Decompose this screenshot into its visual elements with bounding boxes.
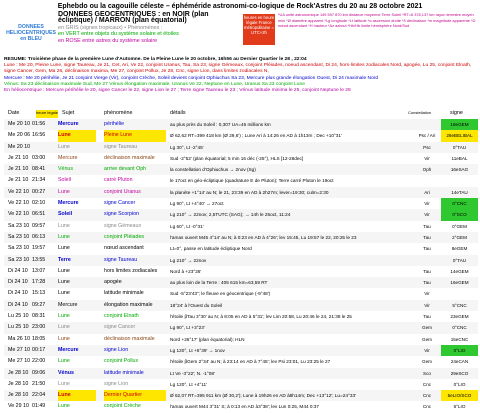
row-body: Lune	[58, 380, 70, 387]
page-title: Ephebdo ou la cagouille céleste – éphéméride astronomi-co-logique de Rock'Astres du 20 au 28 octobre 2021	[57, 3, 423, 10]
row-sign: 29eSCO	[450, 370, 469, 376]
row-date: Ve 22 10	[8, 188, 29, 195]
col-details: détails	[170, 110, 186, 116]
row-time: 18:05	[32, 335, 46, 342]
row-details: Lg 120°, Lt +6°39' → 1nov	[170, 347, 225, 353]
row-sign: 18eGEM	[441, 119, 478, 130]
row-constellation: Sco	[423, 370, 431, 376]
row-constellation: Tau	[423, 314, 431, 320]
row-details: au plus près du Soleil : 0,307 UA=46 millions km	[170, 122, 271, 127]
row-phenomenon: signe Taureau	[104, 143, 138, 150]
row-phenomenon: signe Lion	[104, 380, 129, 387]
row-body: Lune	[58, 188, 70, 195]
row-sign: 5°CNC	[452, 302, 467, 308]
row-time: 22:04	[32, 392, 46, 399]
row-body: Lune	[58, 358, 70, 365]
row-time: 15:13	[32, 290, 46, 297]
row-details: Lg 210° → 22nov; 2,5TUTC (SAG); → 14h le 25oct, 11:24	[170, 212, 291, 218]
row-date: Ve 22 10	[8, 200, 29, 207]
geo-legend-line4: en ROSE entre astres du système solaire	[58, 37, 158, 44]
geo-legend-line2: en GRIS (signes tropicaux) • Phénomènes :	[58, 24, 163, 31]
row-time: 08:41	[32, 166, 46, 173]
row-date: Di 24 10	[8, 290, 28, 297]
row-constellation: Tau	[423, 223, 431, 229]
row-body: Lune	[58, 267, 70, 274]
row-time: 09:06	[32, 369, 46, 376]
abbreviations-note: *UA unité astronomique 149 597 870 km distance moyenne Terre Soleil *RT=6 378,137 km rayon terrestre moyen mini *Ø diamètre apparent *Lg longitude *Lt latitude *α ascension droite *δ déclinaison *m magnitude apparente *Ω nœud ascendant *H hauteur *Az azimut *Hh/Hb limite hémisphère Nord/Sud	[278, 12, 476, 29]
row-phenomenon: nœud ascendant	[104, 245, 144, 252]
row-phenomenon: déclinaison maximale	[104, 335, 155, 342]
row-details: Lg 90°, Lt +4°40' → 27oct	[170, 201, 224, 207]
row-body: Lune	[58, 143, 70, 150]
row-time: 13:07	[32, 267, 46, 274]
row-body: Lune	[58, 403, 70, 410]
row-constellation: Cnc	[422, 404, 432, 410]
table-row	[4, 300, 478, 311]
row-date: Je 21 10	[8, 177, 29, 184]
row-constellation: Vir	[424, 347, 430, 353]
row-sign: 5eLIO/SCO	[441, 390, 478, 401]
row-date: Je 21 10	[8, 154, 29, 161]
geo-legend-line3: en VERT entre objets du système solaire et étoiles	[58, 31, 179, 38]
table-row	[4, 311, 478, 322]
row-sign: 23eGEM	[450, 314, 469, 320]
row-body: Terre	[58, 256, 71, 263]
row-date: Ve 22 10	[8, 211, 29, 218]
row-sign: 11eBAL	[451, 155, 468, 161]
row-time: 06:13	[32, 233, 46, 240]
table-row	[4, 379, 478, 390]
row-constellation: Gem	[422, 325, 432, 331]
row-sign: 14eGEM	[450, 268, 469, 274]
row-constellation: Psc	[423, 144, 431, 150]
row-time: 08:31	[32, 313, 46, 320]
row-date: Je 28 10	[8, 392, 29, 399]
row-phenomenon: signe Cancer	[104, 200, 136, 207]
row-details: l'étoile βGem 2°34' au N; à 23:14 en AD à 7°45'; lev Psi 23:01, Lu 23:25 le 27	[170, 359, 331, 365]
table-row	[4, 334, 478, 345]
row-phenomenon: apogée	[104, 279, 122, 286]
row-time: 00:27	[32, 188, 46, 195]
row-sign: 2°GEM	[452, 234, 467, 240]
row-date: Sa 23 10	[8, 245, 30, 252]
table-row	[4, 175, 478, 186]
row-body: Soleil	[58, 211, 73, 218]
row-constellation: Vir	[424, 291, 430, 297]
table-row	[4, 288, 478, 299]
row-time: 01:56	[32, 121, 46, 127]
row-constellation: Tau	[423, 246, 431, 252]
row-phenomenon: conjoint Pléiades	[104, 233, 145, 240]
row-time: 19:57	[32, 245, 46, 252]
row-details: l'amas ouvert M45 4°14' au N; à 0:23 en AD à 4°26'; lev 15:45, Lu 19:57 le 22, 20:25 le 23	[170, 234, 357, 240]
row-phenomenon: déclinaison maximale	[104, 154, 155, 161]
row-body: Mercure	[58, 301, 78, 308]
row-time: 17:28	[32, 279, 46, 286]
row-phenomenon: signe Lion	[104, 346, 129, 353]
table-row	[4, 119, 478, 130]
row-details: Nord +26°17' (plan équatorial); HLN	[170, 336, 245, 342]
row-phenomenon: signe Gémeaux	[104, 222, 142, 229]
row-date: Me 27 10	[8, 346, 31, 353]
row-body: Lune	[58, 313, 70, 320]
row-details: la constellation d'Ophiuchus → 2nov (Sg)	[170, 167, 256, 173]
row-date: Sa 23 10	[8, 233, 30, 240]
row-details: Ø 62,62 RT=399 418 km (Ø 29,6') ; Lune Ari à 14:26 en AD à 1h13m ; Dec +10°31'	[170, 133, 342, 139]
table-row	[4, 153, 478, 164]
table-row	[4, 164, 478, 175]
row-date: Me 20 10	[8, 121, 31, 127]
row-sign: 16eSAG	[450, 167, 469, 173]
row-time: 16:56	[32, 132, 46, 139]
row-details: Lg 60°, Lt -0°31'	[170, 223, 204, 229]
row-date: Je 21 10	[8, 166, 29, 173]
row-date: Ma 26 10	[8, 335, 31, 342]
row-details: le 17oct en géo-écliptique (quadrature E de Pluton); Terre carré Pluton le 19oct	[170, 178, 334, 184]
row-phenomenon: Dernier Quartier	[104, 390, 166, 401]
row-sign: 28eBELIBAL	[441, 130, 478, 141]
row-sign: 8eGEM	[451, 246, 468, 252]
row-phenomenon: signe Taureau	[104, 256, 138, 263]
col-time: heure légale	[36, 110, 58, 118]
row-phenomenon: latitude minimale	[104, 290, 144, 297]
row-phenomenon: conjoint Elnath	[104, 313, 139, 320]
summary-line1: RESUME: Troisième phase de la première Lune d'Automne. De la Pleine Lune le 20 octobre, 16h56 au Dernier Quartier le 28 , 22:04	[4, 57, 307, 62]
row-constellation: Gem	[422, 359, 432, 365]
col-body: Sujet	[62, 110, 75, 116]
table-row	[4, 356, 478, 367]
row-date: Je 28 10	[8, 369, 29, 376]
row-constellation: Psc / Ari	[418, 133, 436, 139]
row-date: Sa 23 10	[8, 222, 30, 229]
row-body: Mercure	[58, 200, 79, 207]
row-phenomenon: périhélie	[104, 121, 125, 127]
row-sign: 16eGEM	[450, 280, 469, 286]
summary-mercury: Mercure : Me 20 périhélie, Je 21 conjoint Vierge (Vir), conjoint Crèche, Soleil devient conjoint Ophiuchus Sa 23, Mercure plus grande élongation Ouest, Di 24 maximale Nord	[4, 75, 379, 81]
ephemeris-table	[4, 119, 478, 413]
row-sign: 6°LIO	[453, 404, 466, 410]
row-phenomenon: Pleine Lune	[104, 130, 166, 141]
row-constellation: Cnc	[422, 393, 432, 399]
row-time: 22:00	[32, 358, 46, 365]
row-date: Me 27 10	[8, 358, 31, 365]
row-date: Sa 23 10	[8, 256, 30, 263]
table-row	[4, 221, 478, 232]
row-details: l'étoile βTau 3°30' au N; à 8:05 en AD à 5°31'; lev Lim 20:58, Lu 20:46 le 24, 21:38 le 25	[170, 314, 352, 320]
row-details: Lg 90°, Lt +3°23'	[170, 325, 205, 331]
row-body: Vénus	[58, 369, 74, 376]
row-time: 02:10	[32, 200, 46, 207]
table-row	[4, 255, 478, 266]
row-details: l'amas ouvert M44 3°31' S; à 0:13 en AD à3°38'; lev Lun 0:25, M44 0:37	[170, 404, 319, 410]
row-phenomenon: élongation maximale	[104, 301, 153, 308]
row-phenomenon: signe Scorpion	[104, 211, 140, 218]
row-time: 01:49	[32, 403, 46, 410]
row-date: Ve 29 10	[8, 403, 29, 410]
table-row	[4, 142, 478, 153]
time-zone-note: heures en heure légale France métropolitaine = UTC+2h	[243, 14, 275, 45]
row-body: Soleil	[58, 177, 71, 184]
row-constellation: Tau	[423, 234, 431, 240]
row-date: Me 20 10	[8, 143, 31, 150]
table-row	[4, 232, 478, 243]
row-phenomenon: conjoint Uranus	[104, 188, 141, 195]
table-row	[4, 401, 478, 412]
row-details: au plus loin de la Terre : 405 615 km=63,59 RT	[170, 280, 268, 286]
summary-helio: En héliocentrique : Mercure périhélie le 20, signe Cancer le 22, signe Lion le 27 ; Terre signe Taureau le 23 ; Vénus latitude minima le 25, conjoint Neptune le 28	[4, 88, 351, 94]
row-date: Di 24 10	[8, 301, 28, 308]
row-time: 21:34	[32, 177, 46, 184]
row-constellation: Tau	[423, 280, 431, 286]
row-phenomenon: latitude minimale	[104, 369, 144, 376]
table-row	[4, 198, 478, 209]
row-time: 09:27	[32, 301, 46, 308]
row-time: 21:50	[32, 380, 46, 387]
row-sign: 0°LIO	[453, 381, 466, 387]
table-row	[4, 277, 478, 288]
row-details: Lg 210° → 22nov	[170, 257, 207, 263]
table-row	[4, 266, 478, 277]
row-phenomenon: conjoint Crèche	[104, 403, 141, 410]
row-details: Ø 62,07 RT=395 911 km (Ø 30,2'); Lune à 19h26 en AD à8h14m; Dec +13°12'; Lu=24°33'	[170, 393, 356, 399]
summary-venus: Vénus: Sa 23 déclinaison maximale Sud, Me 27 Vénus élongation maximale. Uranus Ve 22, Neptune en Lune, Uranus Sa 23 conjoint Lune	[4, 81, 305, 87]
row-details: Lg 120°, Lt +4°11'	[170, 381, 208, 387]
geo-legend-title: DONNEES GEOCENTRIQUES : en NOIR (plan écliptique) / MARRON (plan équatorial)	[58, 11, 209, 25]
row-details: 18°24' à l'Ouest du Soleil	[170, 302, 223, 308]
row-time: 13:55	[32, 256, 46, 263]
table-row	[4, 243, 478, 254]
row-date: Di 24 10	[8, 267, 28, 274]
row-constellation: Oph	[422, 167, 432, 173]
row-sign: 0°TAU	[452, 257, 467, 263]
row-date: Me 20 06	[8, 132, 31, 139]
row-details: Lg 30°, Lt -2°45'	[170, 144, 204, 150]
row-body: Mercure	[58, 121, 79, 127]
row-sign: 0°TAU	[452, 144, 467, 150]
row-body: Lune	[58, 335, 70, 342]
table-row	[4, 368, 478, 379]
row-body: Mercure	[58, 154, 78, 161]
row-body: Lune	[58, 222, 70, 229]
helio-legend: DONNEES HELIOCENTRIQUES en BLEU	[6, 24, 56, 42]
row-date: Je 28 10	[8, 380, 29, 387]
table-row	[4, 322, 478, 333]
col-date: Date	[8, 110, 20, 116]
row-phenomenon: signe Cancer	[104, 324, 136, 331]
row-body: Lune	[58, 130, 96, 141]
row-sign: 15eCNC	[450, 336, 469, 342]
row-body: Mercure	[58, 346, 79, 353]
row-details: Lt=0°, passe en latitude écliptique Nord	[170, 246, 252, 252]
table-row	[4, 390, 478, 401]
row-sign: 0°CNC	[452, 325, 467, 331]
row-constellation: Vir	[424, 201, 430, 207]
row-details: Sud -2°52' (plan équatorial; 5 min 16 déc (-25°), HLS [12-28dec]	[170, 155, 304, 161]
col-sign: signe	[450, 110, 463, 116]
row-sign: 14eTAU	[451, 189, 468, 195]
row-sign: 0°GEM	[452, 223, 467, 229]
summary-moon: Lune : Me 20, Pleine Lune, signe Taureau, Je 21, Cet, Ari, Ve 22, conjoint Uranus, Tau, Sa 23, signe Gémeaux, conjoint Pléiades, noeud ascendant, Di 24, hors-limites zodiacales Nord, apogée, Lu 25, conjoint Elnath, signe Cancer, Gem, Ma 26, déclinaison maxima, Me 27, conjoint Pollux, Je 28, Cnc, signe Lion, dans limites zodiacales N,	[4, 63, 472, 75]
row-phenomenon: conjoint Pollux	[104, 358, 139, 365]
row-constellation: Ari	[424, 189, 430, 195]
row-time: 03:00	[32, 154, 46, 161]
row-details: Nord à +23°26'	[170, 268, 202, 274]
row-date: Lu 25 10	[8, 313, 29, 320]
row-constellation: Gem	[422, 336, 432, 342]
row-time: 00:17	[32, 346, 46, 353]
row-details: Sud -5°23'43"; le fleuve en géocentrique (-9°48')	[170, 291, 271, 297]
row-body: Lune	[58, 279, 70, 286]
row-sign: 0°CNC	[441, 198, 478, 209]
table-row	[4, 209, 478, 220]
row-phenomenon: arrive devant Oph	[104, 166, 147, 173]
row-phenomenon: carré Pluton	[104, 177, 133, 184]
row-date: Di 24 10	[8, 279, 28, 286]
row-sign: 0°LIO	[441, 345, 478, 356]
row-body: Lune	[58, 290, 70, 297]
row-constellation: Cnc	[422, 381, 432, 387]
row-constellation: Tau	[423, 268, 431, 274]
col-constellation: Constellation	[408, 110, 432, 115]
row-body: Vénus	[58, 166, 74, 173]
summary	[4, 57, 476, 94]
table-row	[4, 187, 478, 198]
geo-legend	[58, 12, 241, 60]
row-body: Lune	[58, 324, 70, 331]
col-phenomenon: phénomène	[104, 110, 133, 116]
row-sign: 24eCAN	[450, 359, 469, 365]
row-date: Lu 25 10	[8, 324, 29, 331]
row-time: 06:51	[32, 211, 46, 218]
row-constellation: Vir	[424, 155, 430, 161]
row-constellation: Vir	[424, 212, 430, 218]
row-details: Lt Ve -3°22'; N. -1°08'	[170, 370, 215, 376]
row-constellation: Vir	[424, 302, 430, 308]
table-row	[4, 130, 478, 141]
row-body: Lune	[58, 390, 96, 401]
row-time: 09:57	[32, 222, 46, 229]
row-time: 23:00	[32, 324, 46, 331]
row-body: Lune	[58, 233, 70, 240]
row-sign: 0°SCO	[441, 209, 478, 220]
row-body: Lune	[58, 245, 70, 252]
row-phenomenon: hors limites zodiacales	[104, 267, 158, 274]
table-row	[4, 345, 478, 356]
row-details: la planète +1°14' au N; le 21, 23:39 en AD à 2h27m; lever=19:30; culm=2:30	[170, 189, 329, 195]
